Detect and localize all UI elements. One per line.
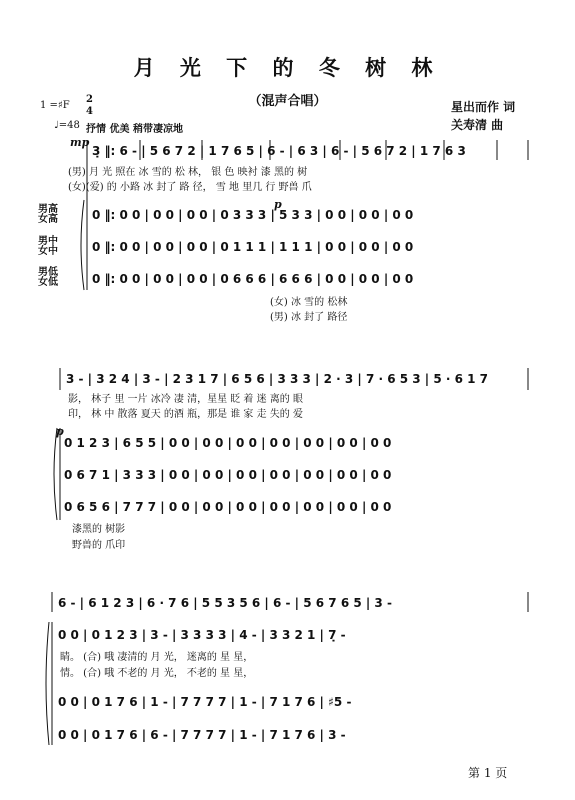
lyric-line-2a: 影， 林子 里 一片 冰冷 凄 清，星星 眨 着 迷 离的 眼 xyxy=(68,394,303,405)
voice-label-low: 男低 女低 xyxy=(38,267,58,288)
harmony-high-1: 0 ‖: 0 0 | 0 0 | 0 0 | 0 3 3 3 | 5 3 3 | 0 0 | 0 0 | 0 0 xyxy=(92,208,414,222)
harmony-mid-2: 0 6 7 1 | 3 3 3 | 0 0 | 0 0 | 0 0 | 0 0 | 0 0 | 0 0 | 0 0 xyxy=(64,468,392,482)
dynamic-p-2: p xyxy=(56,425,64,438)
melody-line-3: 6 - | 6 1 2 3 | 6 · 7 6 | 5 5 3 5 6 | 6 - | 5 6 7 6 5 | 3 - xyxy=(58,596,392,610)
song-title: 月 光 下 的 冬 树 林 xyxy=(133,55,442,80)
harmony-high-3: 0 0 | 0 1 2 3 | 3 - | 3 3 3 3 | 4 - | 3 3 2 1 | 7̣ - xyxy=(58,628,346,642)
sub-lyric-1b: (男) 冰 封了 路径 xyxy=(270,312,348,323)
melody-line-2: 3 - | 3 2 4 | 3 - | 2 3 1 7 | 6 5 6 | 3 3 3 | 2 · 3 | 7 · 6 5 3 | 5 · 6 1 7 xyxy=(66,372,489,386)
key-signature: 1 =♯F xyxy=(40,100,70,111)
tempo-mark: ♩=48 xyxy=(54,120,80,131)
song-subtitle: （混声合唱） xyxy=(248,94,327,109)
harmony-mid-3: 0 0 | 0 1 7 6 | 1 - | 7 7 7 7 | 1 - | 7 1 7 6 | ♯5 - xyxy=(58,695,352,709)
sub-lyric-2a: 漆黑的 树影 xyxy=(72,524,126,535)
lyric-line-2b: 印， 林 中 散落 夏天 的酒 瓶，那是 谁 家 走 失的 爱 xyxy=(68,409,303,420)
lyricist: 星出而作 词 xyxy=(451,100,516,114)
voice-label-high: 男高 女高 xyxy=(38,204,58,225)
time-signature-bottom: 4 xyxy=(86,106,93,117)
lyric-line-1a: (男) 月 光 照在 冰 雪的 松 林， 银 色 映衬 漆 黑的 树 xyxy=(68,167,308,178)
dynamic-p: p xyxy=(274,198,282,211)
sub-lyric-2b: 野兽的 爪印 xyxy=(72,540,126,551)
harmony-low-3: 0 0 | 0 1 7 6 | 6 - | 7 7 7 7 | 1 - | 7 1 7 6 | 3 - xyxy=(58,728,346,742)
page-number: 第 1 页 xyxy=(468,766,508,780)
lyric-line-3b: 情。 (合) 哦 不老的 月 光， 不老的 星 星， xyxy=(60,668,254,679)
time-signature-top: 2 xyxy=(86,94,93,105)
expression-mark: 抒情 优美 稍带凄凉地 xyxy=(86,124,183,135)
lyric-line-1b: (女)(爱) 的 小路 冰 封了 路 径， 雪 地 里几 行 野兽 爪 xyxy=(68,182,312,193)
sub-lyric-1a: (女) 冰 雪的 松林 xyxy=(270,297,348,308)
lyric-line-3a: 睛。 (合) 哦 凄清的 月 光， 迷离的 星 星， xyxy=(60,652,254,663)
harmony-low-2: 0 6 5 6 | 7 7 7 | 0 0 | 0 0 | 0 0 | 0 0 | 0 0 | 0 0 | 0 0 xyxy=(64,500,392,514)
melody-line-1: 3̣ ‖: 6 - | 5 6 7 2 | 1 7 6 5 | 6 - | 6 3 | 6 - | 5 6 7 2 | 1 7 6 3 xyxy=(92,144,466,158)
voice-label-mid: 男中 女中 xyxy=(38,236,58,257)
composer: 关寿清 曲 xyxy=(451,118,504,132)
harmony-low-1: 0 ‖: 0 0 | 0 0 | 0 0 | 0 6 6 6 | 6 6 6 | 0 0 | 0 0 | 0 0 xyxy=(92,272,414,286)
dynamic-mp: mp xyxy=(70,136,90,149)
harmony-mid-1: 0 ‖: 0 0 | 0 0 | 0 0 | 0 1 1 1 | 1 1 1 | 0 0 | 0 0 | 0 0 xyxy=(92,240,414,254)
harmony-high-2: 0 1 2 3 | 6 5 5 | 0 0 | 0 0 | 0 0 | 0 0 | 0 0 | 0 0 | 0 0 xyxy=(64,436,392,450)
